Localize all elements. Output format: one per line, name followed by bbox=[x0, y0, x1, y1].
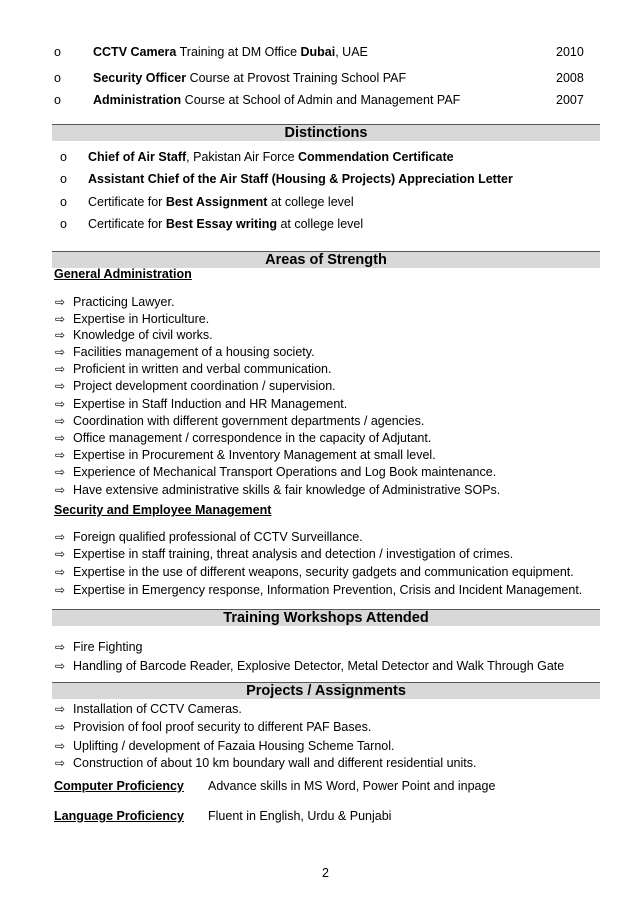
arrow-icon: ⇨ bbox=[55, 720, 66, 734]
strength-heading: Areas of Strength bbox=[52, 251, 600, 268]
arrow-icon: ⇨ bbox=[55, 295, 66, 309]
bullet-icon: o bbox=[60, 150, 67, 164]
course-name: Administration bbox=[93, 93, 182, 107]
arrow-icon: ⇨ bbox=[55, 379, 66, 393]
arrow-icon: ⇨ bbox=[55, 465, 66, 479]
list-item: Experience of Mechanical Transport Operations and Log Book maintenance. bbox=[73, 465, 497, 479]
course-year: 2010 bbox=[556, 45, 584, 59]
list-item: Knowledge of civil works. bbox=[73, 328, 213, 342]
list-item: Have extensive administrative skills & fair knowledge of Administrative SOPs. bbox=[73, 483, 501, 497]
list-item: Proficient in written and verbal communication. bbox=[73, 362, 332, 376]
list-item: o Certificate for Best Essay writing at college level bbox=[60, 217, 364, 231]
general-admin-heading: General Administration bbox=[54, 267, 192, 281]
training-heading: Training Workshops Attended bbox=[52, 609, 600, 626]
bullet-icon: o bbox=[54, 71, 61, 85]
language-proficiency-label: Language Proficiency bbox=[54, 809, 184, 823]
arrow-icon: ⇨ bbox=[55, 431, 66, 445]
list-item: Construction of about 10 km boundary wall and different residential units. bbox=[73, 756, 477, 770]
projects-heading: Projects / Assignments bbox=[52, 682, 600, 699]
arrow-icon: ⇨ bbox=[55, 702, 66, 716]
list-item: Expertise in Staff Induction and HR Management. bbox=[73, 397, 348, 411]
list-item: Handling of Barcode Reader, Explosive Detector, Metal Detector and Walk Through Gate bbox=[73, 659, 565, 673]
arrow-icon: ⇨ bbox=[55, 756, 66, 770]
arrow-icon: ⇨ bbox=[55, 640, 66, 654]
list-item: Office management / correspondence in the capacity of Adjutant. bbox=[73, 431, 432, 445]
list-item: Expertise in Procurement & Inventory Management at small level. bbox=[73, 448, 436, 462]
bullet-icon: o bbox=[60, 195, 67, 209]
list-item: o Assistant Chief of the Air Staff (Housing & Projects) Appreciation Letter bbox=[60, 172, 513, 186]
bullet-icon: o bbox=[54, 45, 61, 59]
arrow-icon: ⇨ bbox=[55, 659, 66, 673]
course-row: o CCTV Camera Training at DM Office Dubai, UAE 2010 bbox=[54, 45, 584, 59]
list-item: o Chief of Air Staff, Pakistan Air Force Commendation Certificate bbox=[60, 150, 454, 164]
course-name: Security Officer bbox=[93, 71, 187, 85]
list-item: Expertise in Horticulture. bbox=[73, 312, 210, 326]
list-item: Expertise in the use of different weapons, security gadgets and communication equipment. bbox=[73, 565, 574, 579]
computer-proficiency-label: Computer Proficiency bbox=[54, 779, 184, 793]
language-proficiency-value: Fluent in English, Urdu & Punjabi bbox=[208, 809, 392, 823]
arrow-icon: ⇨ bbox=[55, 565, 66, 579]
list-item: Facilities management of a housing society. bbox=[73, 345, 315, 359]
list-item: Expertise in staff training, threat analysis and detection / investigation of crimes. bbox=[73, 547, 514, 561]
computer-proficiency-value: Advance skills in MS Word, Power Point and inpage bbox=[208, 779, 496, 793]
arrow-icon: ⇨ bbox=[55, 448, 66, 462]
page-number: 2 bbox=[322, 866, 329, 880]
arrow-icon: ⇨ bbox=[55, 414, 66, 428]
arrow-icon: ⇨ bbox=[55, 483, 66, 497]
arrow-icon: ⇨ bbox=[55, 345, 66, 359]
arrow-icon: ⇨ bbox=[55, 397, 66, 411]
list-item: Fire Fighting bbox=[73, 640, 143, 654]
list-item: Practicing Lawyer. bbox=[73, 295, 175, 309]
security-heading: Security and Employee Management bbox=[54, 503, 272, 517]
arrow-icon: ⇨ bbox=[55, 739, 66, 753]
list-item: Project development coordination / supervision. bbox=[73, 379, 336, 393]
course-row: o Administration Course at School of Admin and Management PAF 2007 bbox=[54, 93, 584, 107]
arrow-icon: ⇨ bbox=[55, 362, 66, 376]
bullet-icon: o bbox=[60, 217, 67, 231]
list-item: Uplifting / development of Fazaia Housing Scheme Tarnol. bbox=[73, 739, 395, 753]
list-item: Installation of CCTV Cameras. bbox=[73, 702, 242, 716]
list-item: Expertise in Emergency response, Information Prevention, Crisis and Incident Management. bbox=[73, 583, 583, 597]
arrow-icon: ⇨ bbox=[55, 328, 66, 342]
list-item: Coordination with different government departments / agencies. bbox=[73, 414, 425, 428]
distinctions-heading: Distinctions bbox=[52, 124, 600, 141]
list-item: Foreign qualified professional of CCTV Surveillance. bbox=[73, 530, 363, 544]
bullet-icon: o bbox=[60, 172, 67, 186]
list-item: Provision of fool proof security to different PAF Bases. bbox=[73, 720, 372, 734]
course-year: 2008 bbox=[556, 71, 584, 85]
arrow-icon: ⇨ bbox=[55, 583, 66, 597]
arrow-icon: ⇨ bbox=[55, 312, 66, 326]
arrow-icon: ⇨ bbox=[55, 547, 66, 561]
list-item: o Certificate for Best Assignment at college level bbox=[60, 195, 354, 209]
course-year: 2007 bbox=[556, 93, 584, 107]
course-row: o Security Officer Course at Provost Training School PAF 2008 bbox=[54, 71, 584, 85]
arrow-icon: ⇨ bbox=[55, 530, 66, 544]
course-name: CCTV Camera bbox=[93, 45, 177, 59]
bullet-icon: o bbox=[54, 93, 61, 107]
